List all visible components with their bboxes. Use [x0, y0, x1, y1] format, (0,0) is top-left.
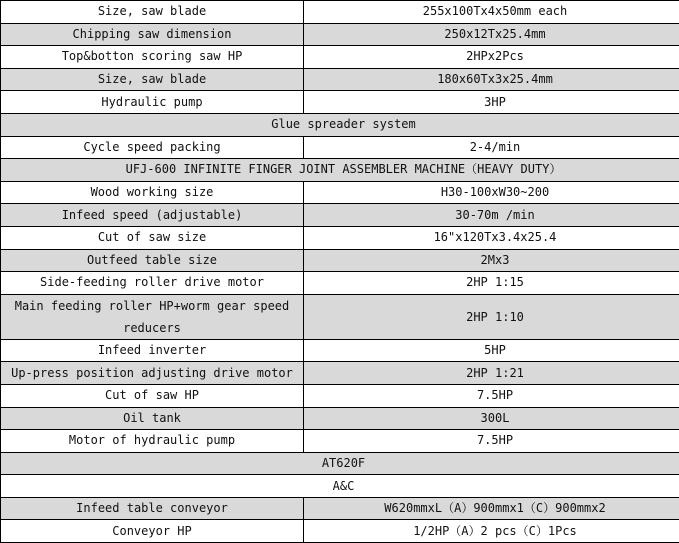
spec-label: Cut of saw size	[1, 226, 304, 249]
spec-label: Infeed speed (adjustable)	[1, 204, 304, 227]
spec-label: Size, saw blade	[1, 68, 304, 91]
spec-value: 16"x120Tx3.4x25.4	[304, 226, 679, 249]
spec-row	[1, 46, 679, 69]
spec-row	[1, 181, 679, 204]
section-header: A&C	[1, 475, 679, 498]
spec-row	[1, 226, 679, 249]
spec-value: 7.5HP	[304, 430, 679, 453]
spec-value: 2HP 1:10	[304, 294, 679, 339]
spec-label: Side-feeding roller drive motor	[1, 272, 304, 295]
section-header-row	[1, 475, 679, 498]
section-header: AT620F	[1, 452, 679, 475]
spec-label: Up-press position adjusting drive motor	[1, 362, 304, 385]
spec-row	[1, 68, 679, 91]
spec-row	[1, 249, 679, 272]
spec-label: Wood working size	[1, 181, 304, 204]
section-header-row	[1, 159, 679, 182]
spec-row	[1, 91, 679, 114]
spec-label: Main feeding roller HP+worm gear speed reducers	[1, 294, 304, 339]
spec-row	[1, 136, 679, 159]
section-header-row	[1, 452, 679, 475]
spec-label: Top&botton scoring saw HP	[1, 46, 304, 69]
spec-value: 5HP	[304, 339, 679, 362]
section-header-row	[1, 113, 679, 136]
spec-label: Infeed inverter	[1, 339, 304, 362]
spec-row	[1, 339, 679, 362]
spec-table-body	[1, 1, 679, 543]
spec-row	[1, 430, 679, 453]
spec-row	[1, 23, 679, 46]
spec-label: Conveyor HP	[1, 520, 304, 543]
spec-label: Chipping saw dimension	[1, 23, 304, 46]
spec-row	[1, 520, 679, 543]
spec-value: H30-100xW30~200	[304, 181, 679, 204]
spec-value: 3HP	[304, 91, 679, 114]
spec-value: 2HP 1:21	[304, 362, 679, 385]
spec-value: 300L	[304, 407, 679, 430]
spec-value: 2-4/min	[304, 136, 679, 159]
spec-value: 7.5HP	[304, 384, 679, 407]
spec-value: W620mmxL（A）900mmx1（C）900mmx2	[304, 497, 679, 520]
section-header: Glue spreader system	[1, 113, 679, 136]
spec-label: Outfeed table size	[1, 249, 304, 272]
spec-row	[1, 1, 679, 24]
spec-label: Hydraulic pump	[1, 91, 304, 114]
spec-value: 1/2HP（A）2 pcs（C）1Pcs	[304, 520, 679, 543]
spec-value: 250x12Tx25.4mm	[304, 23, 679, 46]
spec-value: 255x100Tx4x50mm each	[304, 1, 679, 24]
spec-value: 180x60Tx3x25.4mm	[304, 68, 679, 91]
spec-label: Motor of hydraulic pump	[1, 430, 304, 453]
spec-row	[1, 384, 679, 407]
spec-label: Cycle speed packing	[1, 136, 304, 159]
spec-row	[1, 362, 679, 385]
spec-row	[1, 497, 679, 520]
spec-row	[1, 204, 679, 227]
spec-label: Size, saw blade	[1, 1, 304, 24]
spec-label: Infeed table conveyor	[1, 497, 304, 520]
spec-value: 2HPx2Pcs	[304, 46, 679, 69]
spec-row	[1, 294, 679, 339]
spec-label: Cut of saw HP	[1, 384, 304, 407]
spec-row	[1, 407, 679, 430]
spec-row	[1, 272, 679, 295]
spec-value: 2HP 1:15	[304, 272, 679, 295]
spec-label: Oil tank	[1, 407, 304, 430]
spec-value: 30-70m /min	[304, 204, 679, 227]
spec-value: 2Mx3	[304, 249, 679, 272]
section-header: UFJ-600 INFINITE FINGER JOINT ASSEMBLER MACHINE（HEAVY DUTY）	[1, 159, 679, 182]
